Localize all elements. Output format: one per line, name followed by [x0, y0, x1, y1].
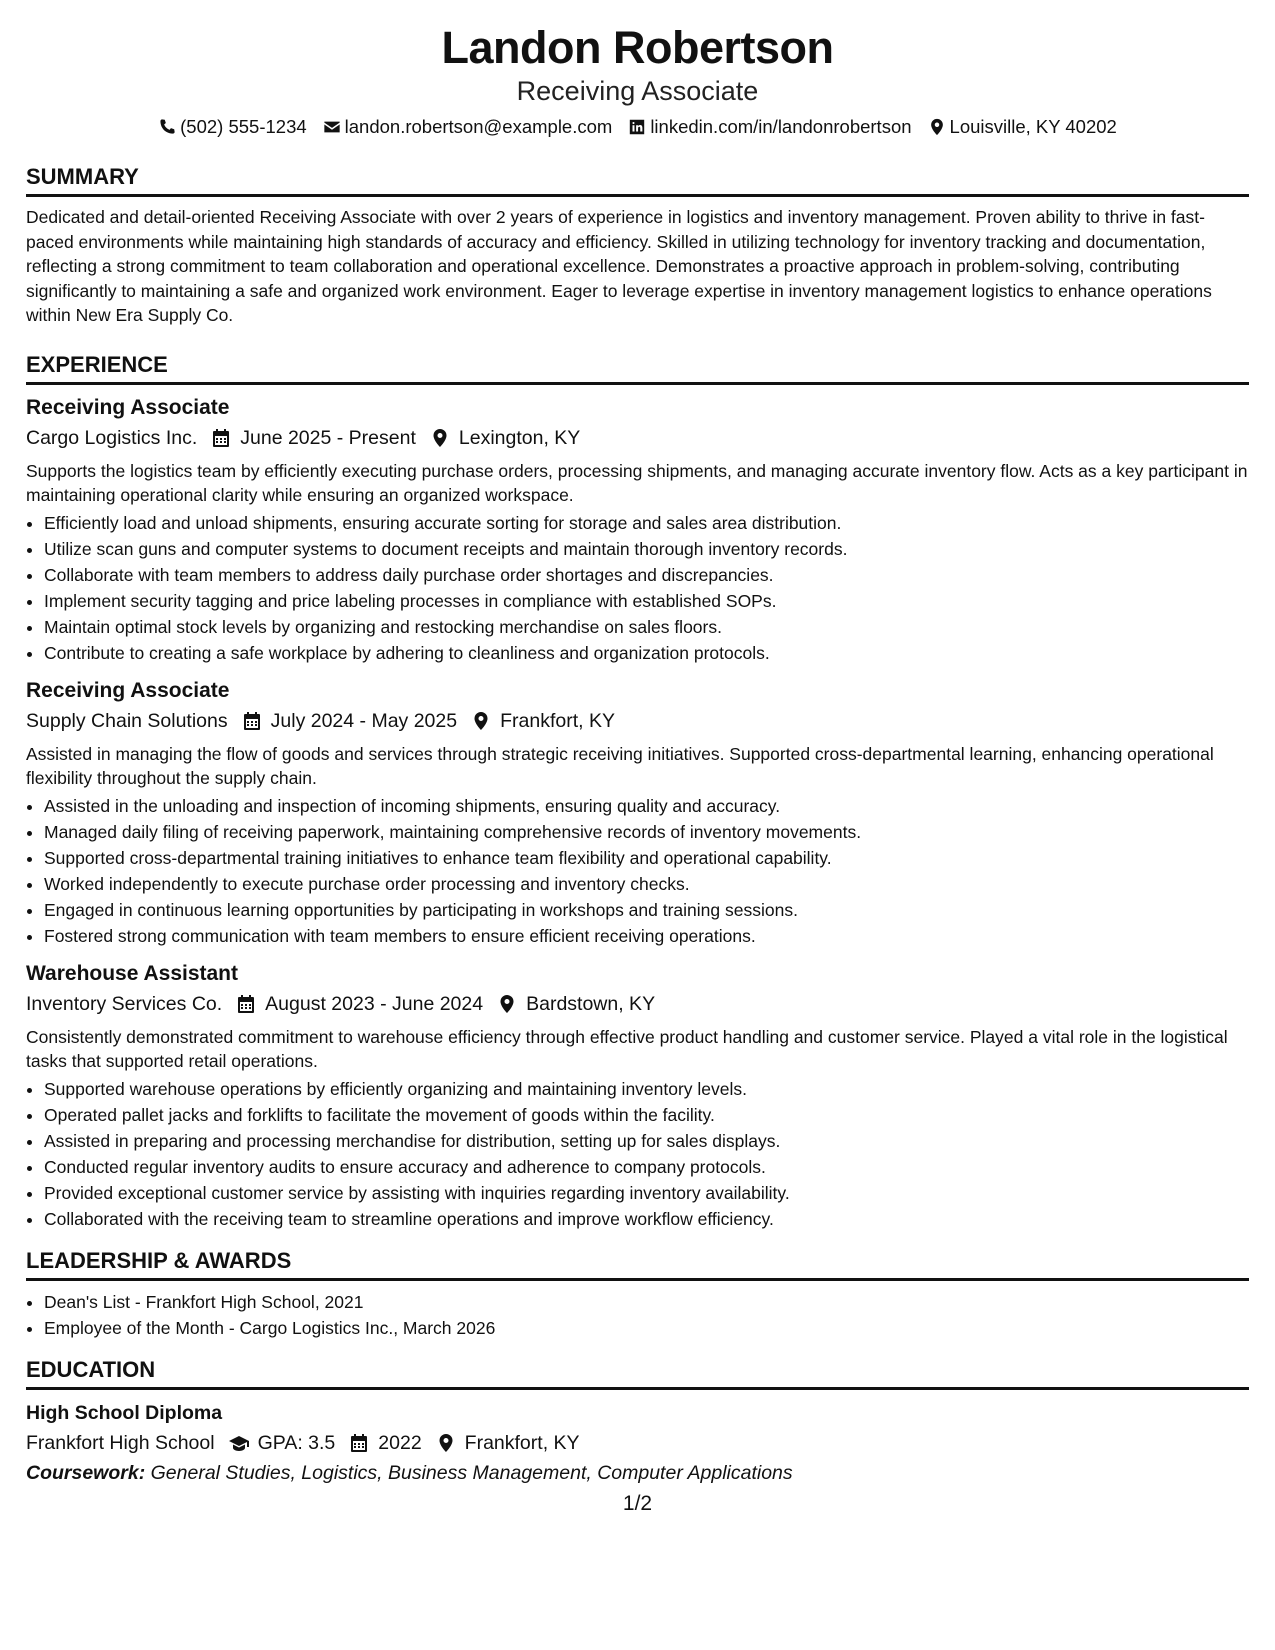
list-item: • Operated pallet jacks and forklifts to facilitate the movement of goods within the facility.: [44, 1102, 1249, 1128]
education-meta: [26, 1428, 1249, 1458]
job-company: Supply Chain Solutions: [26, 709, 228, 732]
contact-linkedin[interactable]: [628, 114, 911, 140]
experience-section: [26, 350, 1249, 1232]
location-text: Louisville, KY 40202: [949, 116, 1117, 137]
graduation-year: 2022: [378, 1431, 422, 1454]
job-location: Frankfort, KY: [500, 709, 615, 732]
coursework: [26, 1458, 1249, 1488]
job-bullets: [26, 1076, 1249, 1232]
degree-title: High School Diploma: [26, 1401, 223, 1424]
phone-text: (502) 555-1234: [180, 116, 307, 137]
job-title: Receiving Associate: [26, 678, 230, 702]
section-divider: [26, 194, 1249, 197]
job-entry: [26, 676, 1249, 949]
map-pin-icon: [430, 428, 450, 448]
calendar-icon: [349, 1433, 369, 1453]
coursework-list: General Studies, Logistics, Business Management, Computer Applications: [150, 1461, 793, 1484]
candidate-role: Receiving Associate: [516, 76, 759, 106]
list-item: • Conducted regular inventory audits to ensure accuracy and adherence to company protocols.: [44, 1154, 1249, 1180]
awards-section: [26, 1246, 1249, 1341]
list-item: • Utilize scan guns and computer systems to document receipts and maintain thorough inventory records.: [44, 536, 1249, 562]
graduation-cap-icon: [229, 1433, 249, 1453]
list-item: • Employee of the Month - Cargo Logistics Inc., March 2026: [44, 1315, 1249, 1341]
list-item: • Assisted in preparing and processing merchandise for distribution, setting up for sales displays.: [44, 1128, 1249, 1154]
section-divider: [26, 1387, 1249, 1390]
job-meta: [26, 423, 1249, 453]
job-dates: July 2024 - May 2025: [270, 709, 458, 732]
section-title-summary: SUMMARY: [26, 164, 139, 189]
job-description: Assisted in managing the flow of goods and services through strategic receiving initiatives. Supported cross-departmental learning, enhancing operational flexibility throughout the supply chain.: [26, 743, 1214, 788]
section-title-awards: LEADERSHIP & AWARDS: [26, 1247, 292, 1273]
job-description: Consistently demonstrated commitment to warehouse efficiency through effective product handling and customer service. Played a vital role in the logistical tasks that supported retail operations.: [26, 1026, 1228, 1071]
linkedin-text: linkedin.com/in/landonrobertson: [650, 116, 912, 137]
list-item: • Contribute to creating a safe workplace by adhering to cleanliness and organization protocols.: [44, 640, 1249, 666]
job-title: Warehouse Assistant: [26, 961, 238, 985]
candidate-name: Landon Robertson: [441, 22, 834, 73]
job-bullets: [26, 793, 1249, 949]
job-location: Bardstown, KY: [526, 992, 656, 1015]
list-item: • Maintain optimal stock levels by organizing and restocking merchandise on sales floors.: [44, 614, 1249, 640]
map-pin-icon: [497, 994, 517, 1014]
job-entry: [26, 959, 1249, 1232]
calendar-icon: [236, 994, 256, 1014]
calendar-icon: [211, 428, 231, 448]
list-item: • Provided exceptional customer service by assisting with inquiries regarding inventory availability.: [44, 1180, 1249, 1206]
list-item: • Collaborate with team members to address daily purchase order shortages and discrepancies.: [44, 562, 1249, 588]
section-title-experience: EXPERIENCE: [26, 351, 168, 377]
contact-email[interactable]: [323, 114, 613, 140]
calendar-icon: [242, 711, 262, 731]
contact-location: [928, 114, 1117, 140]
map-pin-icon: [436, 1433, 456, 1453]
job-dates: June 2025 - Present: [240, 426, 416, 449]
phone-icon: [158, 118, 176, 136]
list-item: • Collaborated with the receiving team to streamline operations and improve workflow efficiency.: [44, 1206, 1249, 1232]
resume-header: [26, 22, 1249, 140]
list-item: • Engaged in continuous learning opportunities by participating in workshops and training sessions.: [44, 897, 1249, 923]
job-company: Cargo Logistics Inc.: [26, 426, 198, 449]
email-text: landon.robertson@example.com: [344, 116, 613, 137]
job-dates: August 2023 - June 2024: [265, 992, 484, 1015]
list-item: • Efficiently load and unload shipments, ensuring accurate sorting for storage and sales area distribution.: [44, 510, 1249, 536]
list-item: • Implement security tagging and price labeling processes in compliance with established SOPs.: [44, 588, 1249, 614]
contact-phone[interactable]: [158, 114, 307, 140]
list-item: • Dean's List - Frankfort High School, 2021: [44, 1289, 1249, 1315]
map-pin-icon: [471, 711, 491, 731]
job-location: Lexington, KY: [458, 426, 581, 449]
job-description: Supports the logistics team by efficiently executing purchase orders, processing shipments, and managing accurate inventory flow. Acts as a key participant in maintaining operational clarity while ensuring an organized workspace.: [26, 460, 1248, 505]
job-company: Inventory Services Co.: [26, 992, 223, 1015]
job-entry: [26, 393, 1249, 666]
coursework-label: Coursework:: [26, 1461, 146, 1484]
list-item: • Worked independently to execute purchase order processing and inventory checks.: [44, 871, 1249, 897]
section-divider: [26, 1278, 1249, 1281]
summary-section: [26, 162, 1249, 328]
school-location: Frankfort, KY: [464, 1431, 580, 1454]
job-title: Receiving Associate: [26, 395, 230, 419]
job-meta: [26, 706, 1249, 736]
list-item: • Managed daily filing of receiving paperwork, maintaining comprehensive records of inventory movements.: [44, 819, 1249, 845]
resume-page: [26, 22, 1249, 1488]
summary-text: Dedicated and detail-oriented Receiving Associate with over 2 years of experience in logistics and inventory management. Proven ability to thrive in fast-paced environments while maintaining high standards of accuracy and efficiency. Skilled in utilizing technology for inventory tracking and documentation, reflecting a strong commitment to team collaboration and operational excellence. Demonstrates a proactive approach in problem-solving, contributing significantly to maintaining a safe and organized work environment. Eager to leverage expertise in inventory management logistics to enhance operations within New Era Supply Co.: [26, 207, 1212, 325]
section-title-education: EDUCATION: [26, 1356, 156, 1382]
gpa: GPA: 3.5: [257, 1431, 336, 1454]
list-item: • Supported cross-departmental training initiatives to enhance team flexibility and operational capability.: [44, 845, 1249, 871]
envelope-icon: [323, 118, 341, 136]
contact-bar: [26, 114, 1249, 140]
section-divider: [26, 382, 1249, 385]
list-item: • Assisted in the unloading and inspection of incoming shipments, ensuring quality and accuracy.: [44, 793, 1249, 819]
list-item: • Supported warehouse operations by efficiently organizing and maintaining inventory levels.: [44, 1076, 1249, 1102]
page-number: 1/2: [622, 1492, 653, 1515]
map-pin-icon: [928, 118, 946, 136]
education-section: [26, 1355, 1249, 1488]
list-item: • Fostered strong communication with team members to ensure efficient receiving operations.: [44, 923, 1249, 949]
awards-list: [26, 1289, 1249, 1341]
school-name: Frankfort High School: [26, 1431, 215, 1454]
job-meta: [26, 989, 1249, 1019]
job-bullets: [26, 510, 1249, 666]
linkedin-icon: [628, 118, 646, 136]
